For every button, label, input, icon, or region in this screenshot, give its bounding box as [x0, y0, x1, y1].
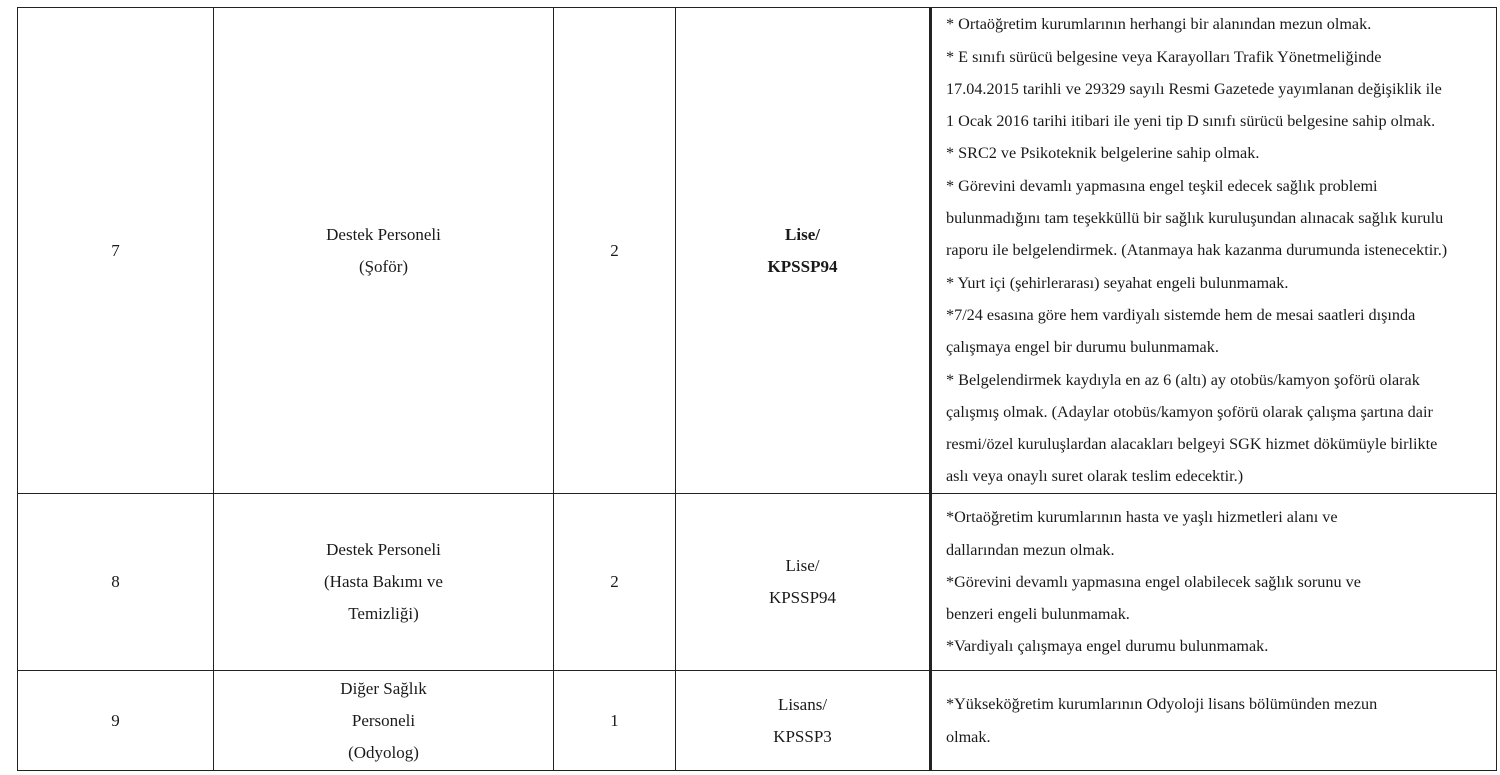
- education-cell: [676, 494, 931, 671]
- positions-table: [17, 7, 1497, 771]
- position-count: 1: [610, 710, 619, 730]
- position-title-line: Destek Personeli: [326, 540, 441, 559]
- education-line: Lisans/: [777, 694, 828, 714]
- row-number: 7: [111, 240, 120, 260]
- qualification-line: çalışmaya engel bir durumu bulunmamak.: [946, 338, 1219, 357]
- row-number-cell: [18, 8, 214, 494]
- qualification-line: *7/24 esasına göre hem vardiyalı sistemde hem de mesai saatleri dışında: [946, 305, 1416, 324]
- position-count-cell: [554, 494, 676, 671]
- row-number: 8: [111, 572, 120, 591]
- qualification-line: raporu ile belgelendirmek. (Atanmaya hak kazanma durumunda istenecektir.): [946, 241, 1448, 260]
- position-count-cell: [554, 8, 676, 494]
- qualification-line: 1 Ocak 2016 tarihi itibari ile yeni tip D sınıfı sürücü belgesine sahip olmak.: [946, 112, 1436, 131]
- qualification-line: benzeri engeli bulunmamak.: [946, 605, 1130, 624]
- education-cell: [676, 671, 931, 771]
- education-line: KPSSP3: [773, 726, 832, 746]
- qualifications-cell: [931, 671, 1497, 771]
- table-row: [18, 671, 1497, 771]
- education-line: KPSSP94: [767, 256, 838, 276]
- qualification-line: * Yurt içi (şehirlerarası) seyahat engeli bulunmamak.: [946, 273, 1289, 292]
- row-number-cell: [18, 671, 214, 771]
- position-title-cell: [214, 494, 554, 671]
- position-title-line: Personeli: [351, 710, 416, 730]
- qualification-line: *Görevini devamlı yapmasına engel olabilecek sağlık sorunu ve: [946, 572, 1361, 591]
- position-title-line: (Hasta Bakımı ve: [324, 572, 443, 591]
- qualification-line: * E sınıfı sürücü belgesine veya Karayolları Trafik Yönetmeliğinde: [946, 47, 1382, 66]
- education-line: Lise/: [785, 556, 820, 575]
- qualification-line: aslı veya onaylı suret olarak teslim edecektir.): [946, 467, 1244, 486]
- position-title-line: Diğer Sağlık: [340, 678, 427, 698]
- qualifications-cell: [931, 8, 1497, 494]
- qualification-line: 17.04.2015 tarihli ve 29329 sayılı Resmi Gazetede yayımlanan değişiklik ile: [946, 79, 1442, 98]
- qualification-line: * SRC2 ve Psikoteknik belgelerine sahip olmak.: [946, 144, 1260, 163]
- education-line: Lise/: [785, 224, 820, 244]
- qualification-line: *Vardiyalı çalışmaya engel durumu bulunmamak.: [946, 637, 1269, 656]
- table-row: [18, 8, 1497, 494]
- position-count-cell: [554, 671, 676, 771]
- position-title-cell: [214, 8, 554, 494]
- position-title-line: (Odyolog): [348, 742, 419, 762]
- position-count: 2: [610, 240, 619, 260]
- qualification-line: * Belgelendirmek kaydıyla en az 6 (altı) ay otobüs/kamyon şoförü olarak: [946, 370, 1420, 389]
- row-number: 9: [111, 710, 120, 730]
- position-title-line: Destek Personeli: [326, 224, 441, 244]
- position-title-line: (Şoför): [358, 256, 409, 276]
- position-count: 2: [610, 572, 619, 591]
- qualification-line: olmak.: [946, 727, 991, 746]
- position-title-line: Temizliği): [348, 604, 419, 623]
- qualification-line: * Ortaöğretim kurumlarının herhangi bir alanından mezun olmak.: [946, 15, 1372, 34]
- qualification-line: dallarından mezun olmak.: [946, 540, 1115, 559]
- qualification-line: *Yükseköğretim kurumlarının Odyoloji lisans bölümünden mezun: [946, 694, 1378, 713]
- qualification-line: çalışmış olmak. (Adaylar otobüs/kamyon şoförü olarak çalışma şartına dair: [946, 402, 1433, 421]
- education-line: KPSSP94: [768, 588, 837, 607]
- position-title-cell: [214, 671, 554, 771]
- qualification-line: * Görevini devamlı yapmasına engel teşkil edecek sağlık problemi: [946, 176, 1378, 195]
- education-cell: [676, 8, 931, 494]
- row-number-cell: [18, 494, 214, 671]
- qualification-line: resmi/özel kuruluşlardan alacakları belgeyi SGK hizmet dökümüyle birlikte: [946, 435, 1438, 454]
- qualifications-cell: [931, 494, 1497, 671]
- qualification-line: *Ortaöğretim kurumlarının hasta ve yaşlı hizmetleri alanı ve: [946, 508, 1338, 527]
- table-row: [18, 494, 1497, 671]
- qualification-line: bulunmadığını tam teşekküllü bir sağlık kuruluşundan alınacak sağlık kurulu: [946, 209, 1444, 228]
